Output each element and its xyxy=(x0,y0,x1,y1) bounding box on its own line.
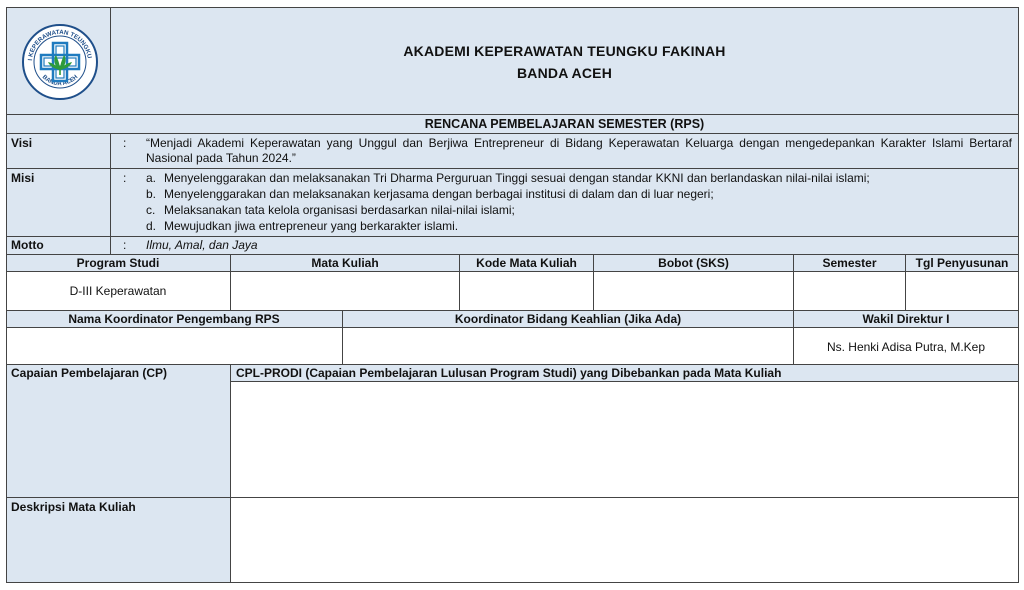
institution-logo xyxy=(20,22,100,102)
institution-city: BANDA ACEH xyxy=(516,65,613,81)
document-title: RENCANA PEMBELAJARAN SEMESTER (RPS) xyxy=(424,117,705,131)
cp-label: Capaian Pembelajaran (CP) xyxy=(11,366,168,380)
value-program-studi: D-III Keperawatan xyxy=(69,284,167,298)
misi-colon: : xyxy=(123,171,127,185)
misi-item-a: Menyelenggarakan dan melaksanakan Tri Dharma Perguruan Tinggi sesuai dengan standar KKNI dan berlandaskan nilai-nilai islami; xyxy=(164,171,870,185)
misi-marker-b: b. xyxy=(146,187,157,201)
deskripsi-content-area xyxy=(231,498,1018,582)
logo-bottom-text: BANDA ACEH xyxy=(40,74,80,88)
misi-item-d: Mewujudkan jiwa entrepreneur yang berkarakter islami. xyxy=(164,219,459,233)
misi-label: Misi xyxy=(11,171,35,185)
visi-label: Visi xyxy=(11,136,33,150)
motto-text: Ilmu, Amal, dan Jaya xyxy=(146,238,258,252)
motto-colon: : xyxy=(123,238,127,252)
cp-label-band xyxy=(6,364,231,583)
value-wakil-direktur: Ns. Henki Adisa Putra, M.Kep xyxy=(826,340,986,354)
visi-text: “Menjadi Akademi Keperawatan yang Unggul dan Berjiwa Entrepreneur di Bidang Keperawatan Keluarga dengan mengedepankan Karakter Islami Bertaraf Nasional pada Tahun 2024.” xyxy=(146,136,1012,165)
col-semester: Semester xyxy=(822,256,877,270)
misi-item-c: Melaksanakan tata kelola organisasi berdasarkan nilai-nilai islami; xyxy=(164,203,515,217)
col-program-studi: Program Studi xyxy=(76,256,160,270)
col-mata-kuliah: Mata Kuliah xyxy=(311,256,379,270)
motto-label: Motto xyxy=(11,238,44,252)
col-koordinator-pengembang: Nama Koordinator Pengembang RPS xyxy=(68,312,280,326)
deskripsi-label: Deskripsi Mata Kuliah xyxy=(11,500,136,514)
col-bobot-sks: Bobot (SKS) xyxy=(658,256,729,270)
visi-colon: : xyxy=(123,136,127,150)
misi-marker-a: a. xyxy=(146,171,157,185)
col-kode-mata-kuliah: Kode Mata Kuliah xyxy=(476,256,577,270)
cpl-content-area xyxy=(231,382,1018,497)
col-wakil-direktur: Wakil Direktur I xyxy=(862,312,950,326)
logo-ring-text: I KEPERAWATAN TEUNGKU xyxy=(27,28,93,61)
misi-item-b: Menyelenggarakan dan melaksanakan kerjasama dengan berbagai institusi di dalam dan di luar negeri; xyxy=(164,187,714,201)
institution-name: AKADEMI KEPERAWATAN TEUNGKU FAKINAH xyxy=(403,43,726,59)
misi-marker-d: d. xyxy=(146,219,157,233)
col-koordinator-bidang: Koordinator Bidang Keahlian (Jika Ada) xyxy=(454,312,682,326)
misi-marker-c: c. xyxy=(146,203,156,217)
col-tgl-penyusunan: Tgl Penyusunan xyxy=(915,256,1009,270)
cpl-prodi-heading: CPL-PRODI (Capaian Pembelajaran Lulusan Program Studi) yang Dibebankan pada Mata Kuliah xyxy=(236,366,782,380)
